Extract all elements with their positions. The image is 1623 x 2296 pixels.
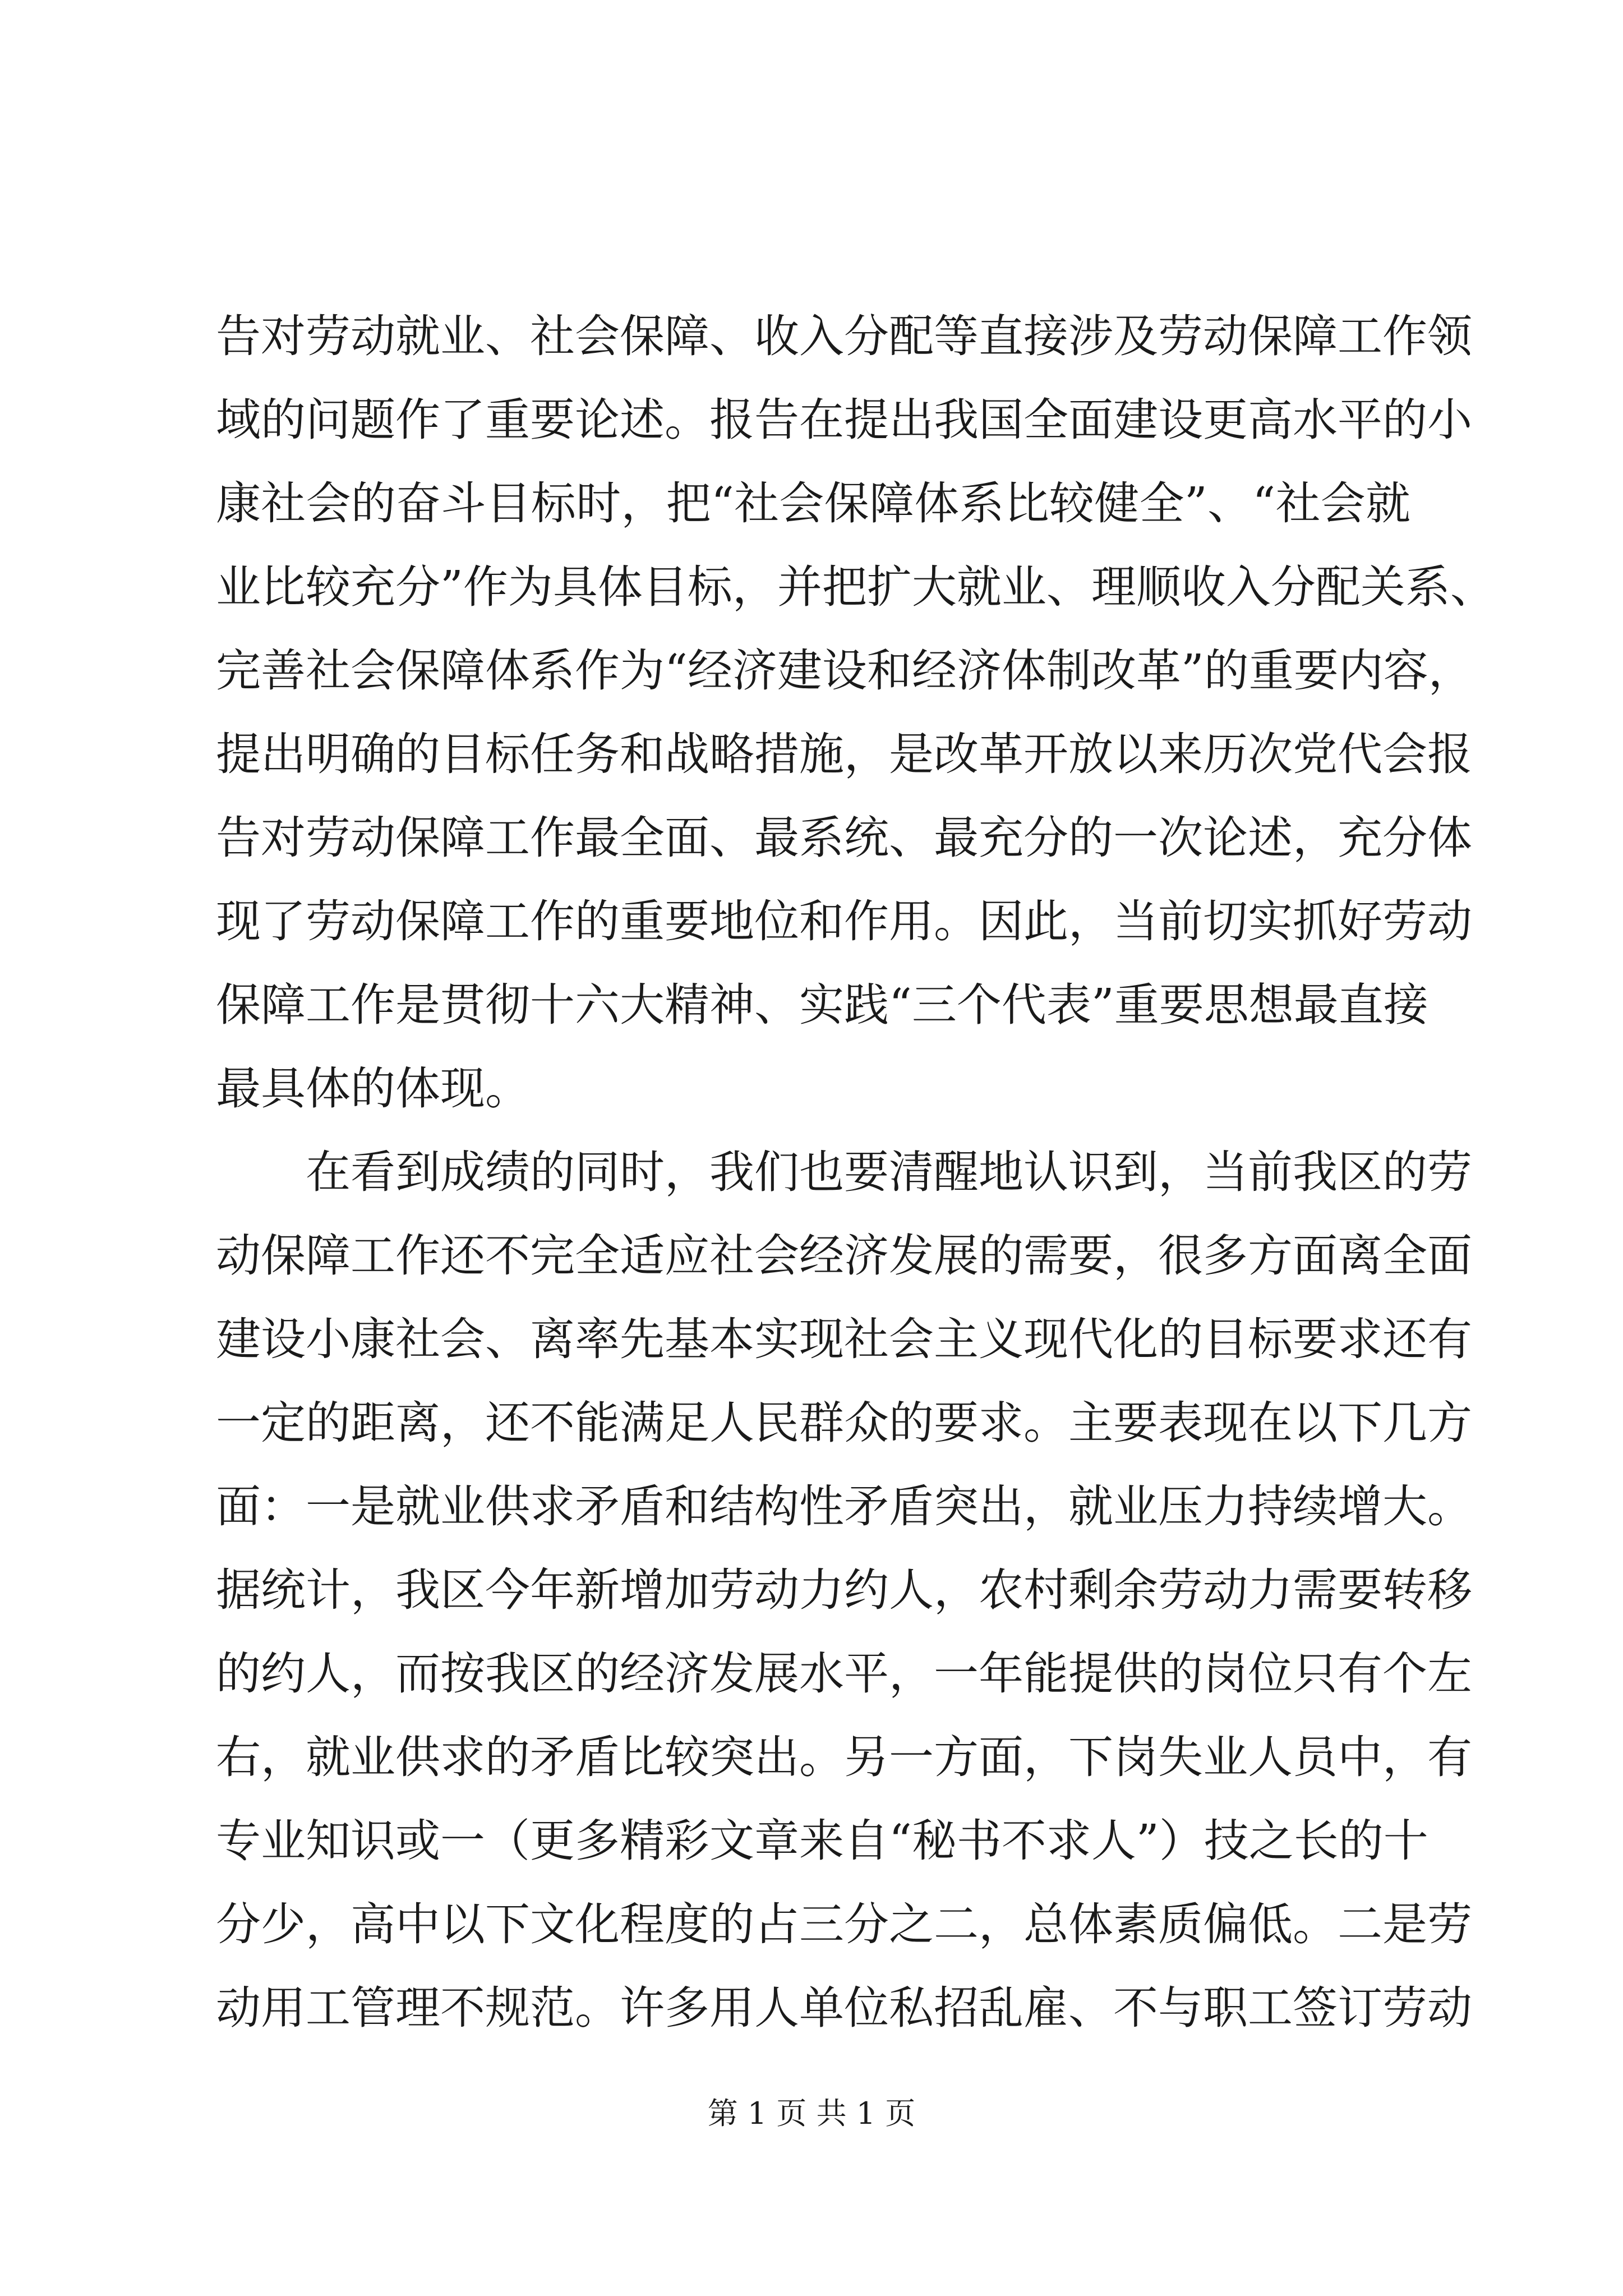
page-footer: 第 1 页 共 1 页 <box>707 2096 916 2131</box>
text-line: 建设小康社会、离率先基本实现社会主义现代化的目标要求还有 <box>216 1313 1472 1365</box>
text-line: 右，就业供求的矛盾比较突出。另一方面，下岗失业人员中，有 <box>216 1731 1472 1783</box>
text-line: 的约人，而按我区的经济发展水平，一年能提供的岗位只有个左 <box>216 1648 1472 1700</box>
text-line: 提出明确的目标任务和战略措施，是改革开放以来历次党代会报 <box>216 728 1472 780</box>
text-line: 面：一是就业供求矛盾和结构性矛盾突出，就业压力持续增大。 <box>216 1480 1472 1533</box>
document-body <box>216 295 1495 2050</box>
text-line: 告对劳动保障工作最全面、最系统、最充分的一次论述，充分体 <box>216 812 1472 864</box>
text-line: 动用工管理不规范。许多用人单位私招乱雇、不与职工签订劳动 <box>216 1982 1472 2034</box>
text-line: 分少，高中以下文化程度的占三分之二，总体素质偏低。二是劳 <box>216 1898 1472 1950</box>
text-line: 告对劳动就业、社会保障、收入分配等直接涉及劳动保障工作领 <box>216 310 1472 362</box>
text-line: 在看到成绩的同时，我们也要清醒地认识到，当前我区的劳 <box>306 1146 1472 1198</box>
text-line: 业比较充分”作为具体目标，并把扩大就业、理顺收入分配关系、 <box>216 561 1495 613</box>
text-line: 据统计，我区今年新增加劳动力约人，农村剩余劳动力需要转移 <box>216 1564 1472 1616</box>
text-line: 最具体的体现。 <box>216 1062 530 1115</box>
text-line: 现了劳动保障工作的重要地位和作用。因此，当前切实抓好劳动 <box>216 895 1472 947</box>
text-line: 一定的距离，还不能满足人民群众的要求。主要表现在以下几方 <box>216 1397 1472 1449</box>
text-line: 专业知识或一（更多精彩文章来自“秘书不求人”）技之长的十 <box>216 1815 1428 1867</box>
text-line: 康社会的奋斗目标时，把“社会保障体系比较健全”、“社会就 <box>216 477 1410 530</box>
text-line: 保障工作是贯彻十六大精神、实践“三个代表”重要思想最直接 <box>216 979 1428 1031</box>
text-line: 域的问题作了重要论述。报告在提出我国全面建设更高水平的小 <box>216 394 1472 446</box>
text-line: 完善社会保障体系作为“经济建设和经济体制改革”的重要内容， <box>216 645 1473 697</box>
text-line: 动保障工作还不完全适应社会经济发展的需要，很多方面离全面 <box>216 1230 1472 1282</box>
